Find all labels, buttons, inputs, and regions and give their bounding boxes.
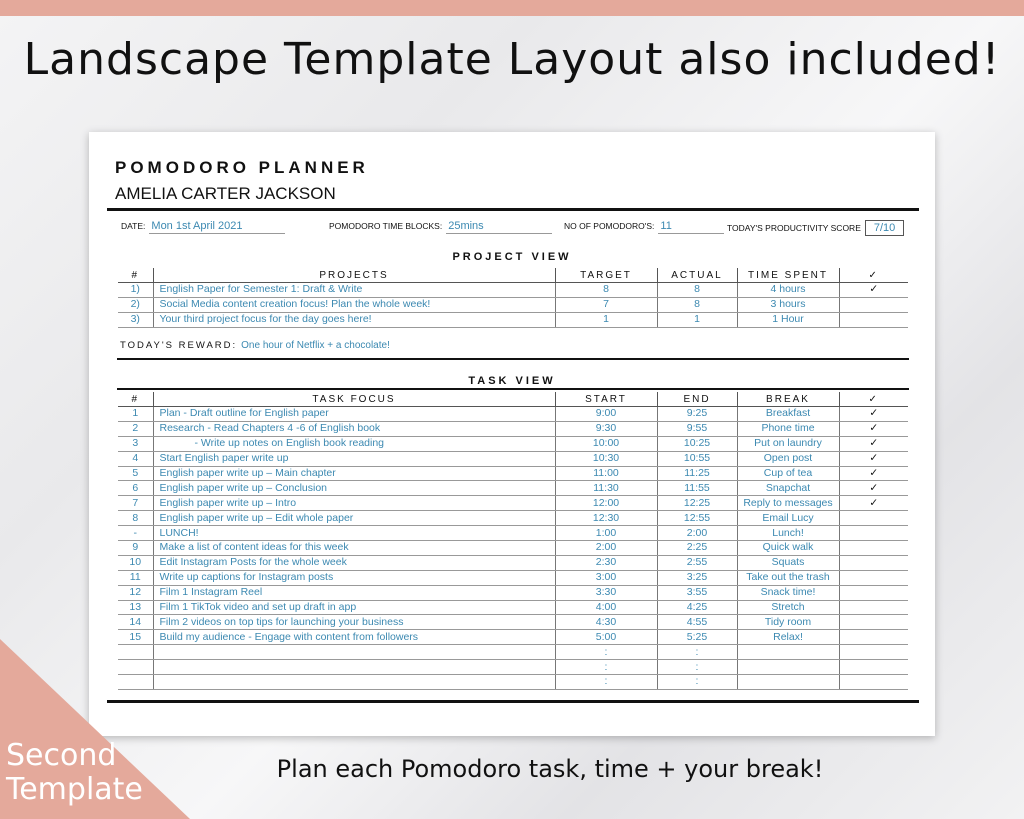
task-row-done-cell bbox=[839, 541, 908, 556]
task-row bbox=[118, 570, 908, 585]
task-row-brk-cell: Breakfast bbox=[737, 407, 839, 422]
task-row bbox=[118, 630, 908, 645]
task-row-start-cell: 9:30 bbox=[555, 421, 657, 436]
task-row-focus-cell: Build my audience - Engage with content from followers bbox=[153, 630, 555, 645]
task-row-done-cell bbox=[839, 555, 908, 570]
task-row-done-cell bbox=[839, 675, 908, 690]
task-row bbox=[118, 436, 908, 451]
top-accent-bar bbox=[0, 0, 1024, 16]
task-row-end-cell: 11:55 bbox=[657, 481, 737, 496]
task-header-cell: BREAK bbox=[737, 392, 839, 407]
task-row-start-cell: 1:00 bbox=[555, 526, 657, 541]
task-row-brk-cell bbox=[737, 675, 839, 690]
task-row-end-cell: : bbox=[657, 660, 737, 675]
task-row-focus-cell bbox=[153, 660, 555, 675]
task-row-brk-cell: Snapchat bbox=[737, 481, 839, 496]
task-row-focus-cell: English paper write up – Edit whole paper bbox=[153, 511, 555, 526]
task-row-done-cell bbox=[839, 630, 908, 645]
task-row bbox=[118, 645, 908, 660]
task-row-brk-cell bbox=[737, 645, 839, 660]
task-row-num-cell: 4 bbox=[118, 451, 153, 466]
task-row-focus-cell: Plan - Draft outline for English paper bbox=[153, 407, 555, 422]
task-row-brk-cell: Relax! bbox=[737, 630, 839, 645]
project-row-name-cell: English Paper for Semester 1: Draft & Write bbox=[153, 283, 555, 298]
corner-label bbox=[6, 739, 143, 807]
task-row-brk-cell: Squats bbox=[737, 555, 839, 570]
blocks-field bbox=[329, 220, 552, 234]
task-row bbox=[118, 675, 908, 690]
task-row-num-cell: 12 bbox=[118, 585, 153, 600]
task-row-done-cell: ✓ bbox=[839, 496, 908, 511]
planner-owner-name: AMELIA CARTER JACKSON bbox=[115, 184, 336, 203]
task-row bbox=[118, 421, 908, 436]
task-row-num-cell: - bbox=[118, 526, 153, 541]
task-row-start-cell: 3:00 bbox=[555, 570, 657, 585]
task-table bbox=[118, 392, 908, 690]
task-row-num-cell: 13 bbox=[118, 600, 153, 615]
task-row-end-cell: 10:25 bbox=[657, 436, 737, 451]
project-table bbox=[118, 268, 908, 328]
project-header-cell: ACTUAL bbox=[657, 268, 737, 283]
task-row-done-cell bbox=[839, 526, 908, 541]
project-row-target-cell: 7 bbox=[555, 297, 657, 312]
task-row-done-cell bbox=[839, 570, 908, 585]
project-header-row bbox=[118, 268, 908, 283]
task-row-done-cell: ✓ bbox=[839, 436, 908, 451]
project-header-cell: TIME SPENT bbox=[737, 268, 839, 283]
task-row bbox=[118, 451, 908, 466]
task-row-focus-cell bbox=[153, 675, 555, 690]
task-row-start-cell: 9:00 bbox=[555, 407, 657, 422]
task-row-brk-cell: Email Lucy bbox=[737, 511, 839, 526]
task-row-num-cell: 15 bbox=[118, 630, 153, 645]
task-row-end-cell: 2:55 bbox=[657, 555, 737, 570]
task-row-brk-cell: Phone time bbox=[737, 421, 839, 436]
task-row-brk-cell: Put on laundry bbox=[737, 436, 839, 451]
project-header-cell: # bbox=[118, 268, 153, 283]
score-value: 7/10 bbox=[865, 220, 904, 236]
task-row-start-cell: 2:30 bbox=[555, 555, 657, 570]
task-row-focus-cell: Film 1 TikTok video and set up draft in app bbox=[153, 600, 555, 615]
score-label: TODAY'S PRODUCTIVITY SCORE bbox=[727, 223, 861, 233]
project-row-time-cell: 3 hours bbox=[737, 297, 839, 312]
project-row bbox=[118, 312, 908, 327]
task-row-end-cell: 11:25 bbox=[657, 466, 737, 481]
task-row-focus-cell: Film 2 videos on top tips for launching your business bbox=[153, 615, 555, 630]
task-row-start-cell: 2:00 bbox=[555, 541, 657, 556]
project-row-num-cell: 1) bbox=[118, 283, 153, 298]
corner-label-line: Second bbox=[6, 738, 117, 773]
task-row-start-cell: 3:30 bbox=[555, 585, 657, 600]
task-row-focus-cell: English paper write up – Conclusion bbox=[153, 481, 555, 496]
task-row-focus-cell: - Write up notes on English book reading bbox=[153, 436, 555, 451]
task-row-end-cell: 12:25 bbox=[657, 496, 737, 511]
count-label: NO OF POMODORO'S: bbox=[564, 221, 655, 231]
task-row-brk-cell: Stretch bbox=[737, 600, 839, 615]
task-row-end-cell: 9:55 bbox=[657, 421, 737, 436]
task-row bbox=[118, 541, 908, 556]
task-header-cell: END bbox=[657, 392, 737, 407]
task-row-done-cell bbox=[839, 645, 908, 660]
task-row-focus-cell: Write up captions for Instagram posts bbox=[153, 570, 555, 585]
task-row-end-cell: 5:25 bbox=[657, 630, 737, 645]
reward-value: One hour of Netflix + a chocolate! bbox=[241, 340, 390, 351]
task-row-end-cell: : bbox=[657, 675, 737, 690]
project-row-num-cell: 2) bbox=[118, 297, 153, 312]
task-row-start-cell: 12:30 bbox=[555, 511, 657, 526]
count-field bbox=[564, 220, 724, 234]
planner-title: POMODORO PLANNER bbox=[115, 158, 369, 177]
project-row-actual-cell: 8 bbox=[657, 297, 737, 312]
task-row bbox=[118, 481, 908, 496]
task-row bbox=[118, 407, 908, 422]
blocks-value: 25mins bbox=[446, 220, 552, 234]
task-row-done-cell bbox=[839, 585, 908, 600]
project-row-done-cell bbox=[839, 297, 908, 312]
count-value: 11 bbox=[658, 220, 724, 234]
task-row-brk-cell: Reply to messages bbox=[737, 496, 839, 511]
task-row bbox=[118, 511, 908, 526]
project-row-done-cell: ✓ bbox=[839, 283, 908, 298]
task-row bbox=[118, 585, 908, 600]
task-row-done-cell: ✓ bbox=[839, 451, 908, 466]
task-row-brk-cell: Lunch! bbox=[737, 526, 839, 541]
task-row-start-cell: : bbox=[555, 675, 657, 690]
task-row-start-cell: 10:00 bbox=[555, 436, 657, 451]
task-row bbox=[118, 466, 908, 481]
task-row-done-cell bbox=[839, 600, 908, 615]
task-row bbox=[118, 555, 908, 570]
task-row-brk-cell bbox=[737, 660, 839, 675]
task-row-done-cell bbox=[839, 660, 908, 675]
task-row-start-cell: : bbox=[555, 660, 657, 675]
project-row-target-cell: 8 bbox=[555, 283, 657, 298]
header-rule bbox=[107, 208, 919, 211]
project-row-name-cell: Social Media content creation focus! Plan the whole week! bbox=[153, 297, 555, 312]
task-row-end-cell: 2:25 bbox=[657, 541, 737, 556]
task-row-focus-cell: Make a list of content ideas for this week bbox=[153, 541, 555, 556]
task-row-done-cell bbox=[839, 511, 908, 526]
project-row-num-cell: 3) bbox=[118, 312, 153, 327]
headline: Landscape Template Layout also included! bbox=[23, 34, 1001, 85]
date-value: Mon 1st April 2021 bbox=[149, 220, 285, 234]
task-row bbox=[118, 496, 908, 511]
task-row-end-cell: 2:00 bbox=[657, 526, 737, 541]
task-header-cell: ✓ bbox=[839, 392, 908, 407]
date-field bbox=[121, 220, 285, 234]
task-row-focus-cell: English paper write up – Intro bbox=[153, 496, 555, 511]
project-row bbox=[118, 283, 908, 298]
task-row bbox=[118, 600, 908, 615]
task-row-num-cell: 10 bbox=[118, 555, 153, 570]
planner-page bbox=[89, 132, 935, 736]
project-row-done-cell bbox=[839, 312, 908, 327]
task-row bbox=[118, 615, 908, 630]
task-row-start-cell: 11:30 bbox=[555, 481, 657, 496]
reward-line bbox=[120, 340, 390, 351]
date-label: DATE: bbox=[121, 221, 146, 231]
task-view-title: TASK VIEW bbox=[468, 375, 556, 387]
project-row-actual-cell: 1 bbox=[657, 312, 737, 327]
task-row bbox=[118, 526, 908, 541]
task-row-num-cell: 6 bbox=[118, 481, 153, 496]
score-field bbox=[727, 220, 904, 236]
task-row-end-cell: 3:55 bbox=[657, 585, 737, 600]
task-row-done-cell: ✓ bbox=[839, 481, 908, 496]
task-row-num-cell: 9 bbox=[118, 541, 153, 556]
task-row-focus-cell: Start English paper write up bbox=[153, 451, 555, 466]
task-row-start-cell: 10:30 bbox=[555, 451, 657, 466]
task-row-num-cell: 8 bbox=[118, 511, 153, 526]
task-row-brk-cell: Cup of tea bbox=[737, 466, 839, 481]
project-row-name-cell: Your third project focus for the day goes here! bbox=[153, 312, 555, 327]
task-row-end-cell: 3:25 bbox=[657, 570, 737, 585]
task-row-num-cell: 1 bbox=[118, 407, 153, 422]
task-row-start-cell: : bbox=[555, 645, 657, 660]
task-row-brk-cell: Open post bbox=[737, 451, 839, 466]
corner-label-line: Template bbox=[6, 772, 143, 807]
task-top-rule bbox=[117, 388, 909, 390]
task-row-focus-cell: Film 1 Instagram Reel bbox=[153, 585, 555, 600]
task-row-end-cell: 4:25 bbox=[657, 600, 737, 615]
project-row-actual-cell: 8 bbox=[657, 283, 737, 298]
task-row-focus-cell: Research - Read Chapters 4 -6 of English book bbox=[153, 421, 555, 436]
project-row bbox=[118, 297, 908, 312]
task-row-brk-cell: Tidy room bbox=[737, 615, 839, 630]
task-row-brk-cell: Snack time! bbox=[737, 585, 839, 600]
project-header-cell: TARGET bbox=[555, 268, 657, 283]
task-row bbox=[118, 660, 908, 675]
task-row-num-cell: 7 bbox=[118, 496, 153, 511]
project-view-title: PROJECT VIEW bbox=[452, 251, 572, 263]
footer-rule bbox=[107, 700, 919, 703]
project-row-target-cell: 1 bbox=[555, 312, 657, 327]
task-row-num-cell: 2 bbox=[118, 421, 153, 436]
task-header-cell: START bbox=[555, 392, 657, 407]
task-row-done-cell: ✓ bbox=[839, 466, 908, 481]
task-row-end-cell: 4:55 bbox=[657, 615, 737, 630]
task-row-done-cell: ✓ bbox=[839, 421, 908, 436]
project-header-cell: PROJECTS bbox=[153, 268, 555, 283]
task-header-cell: # bbox=[118, 392, 153, 407]
footer-caption: Plan each Pomodoro task, time + your break! bbox=[276, 755, 824, 783]
reward-label: TODAY'S REWARD: bbox=[120, 340, 238, 351]
task-header-row bbox=[118, 392, 908, 407]
task-row-start-cell: 11:00 bbox=[555, 466, 657, 481]
task-row-num-cell: 11 bbox=[118, 570, 153, 585]
task-row-num-cell: 14 bbox=[118, 615, 153, 630]
task-header-cell: TASK FOCUS bbox=[153, 392, 555, 407]
project-row-time-cell: 1 Hour bbox=[737, 312, 839, 327]
section-divider bbox=[117, 358, 909, 360]
task-row-done-cell bbox=[839, 615, 908, 630]
task-row-end-cell: : bbox=[657, 645, 737, 660]
task-row-num-cell: 5 bbox=[118, 466, 153, 481]
task-row-done-cell: ✓ bbox=[839, 407, 908, 422]
task-row-brk-cell: Quick walk bbox=[737, 541, 839, 556]
task-row-num-cell: 3 bbox=[118, 436, 153, 451]
project-row-time-cell: 4 hours bbox=[737, 283, 839, 298]
task-row-start-cell: 12:00 bbox=[555, 496, 657, 511]
task-row-brk-cell: Take out the trash bbox=[737, 570, 839, 585]
task-row-end-cell: 12:55 bbox=[657, 511, 737, 526]
project-header-cell: ✓ bbox=[839, 268, 908, 283]
task-row-end-cell: 9:25 bbox=[657, 407, 737, 422]
task-row-start-cell: 4:30 bbox=[555, 615, 657, 630]
task-row-end-cell: 10:55 bbox=[657, 451, 737, 466]
task-row-focus-cell: Edit Instagram Posts for the whole week bbox=[153, 555, 555, 570]
blocks-label: POMODORO TIME BLOCKS: bbox=[329, 221, 443, 231]
task-row-focus-cell: English paper write up – Main chapter bbox=[153, 466, 555, 481]
task-row-focus-cell bbox=[153, 645, 555, 660]
task-row-start-cell: 4:00 bbox=[555, 600, 657, 615]
task-row-start-cell: 5:00 bbox=[555, 630, 657, 645]
task-row-focus-cell: LUNCH! bbox=[153, 526, 555, 541]
